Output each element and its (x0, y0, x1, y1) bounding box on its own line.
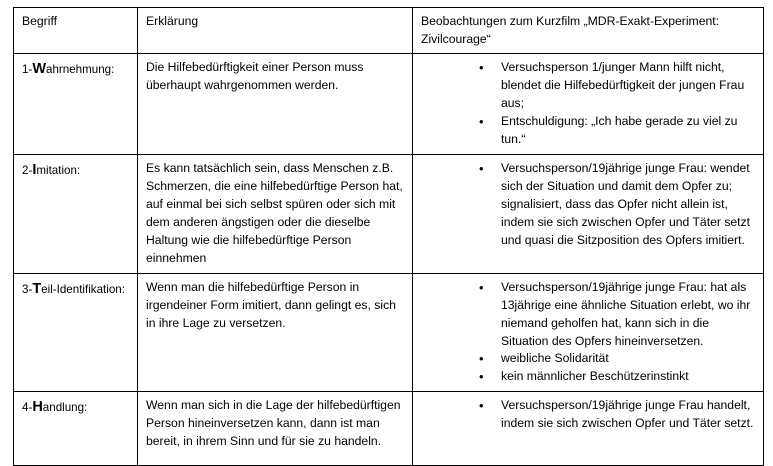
column-header-begriff (14, 8, 138, 54)
list-item: • Entschuldigung: „Ich habe gerade zu viel zu tun.“ (479, 113, 756, 149)
list-item: • Versuchsperson 1/junger Mann hilft nicht, blendet die Hilfebedürftigkeit der jungen Frau aus; (479, 59, 756, 113)
term-initial: H (32, 399, 43, 416)
list-item: • kein männlicher Beschützerinstinkt (479, 368, 756, 386)
list-item: • Versuchsperson/19jährige junge Frau handelt, indem sie sich zwischen Opfer und Täter setzt. (479, 397, 756, 433)
term-rest: mitation: (36, 164, 81, 178)
explanation-cell-handlung: Wenn man sich in die Lage der hilfebedürftigen Person hineinversetzen kann, dann ist man bereit, in ihrem Sinn und für sie zu handeln. (138, 392, 413, 466)
term-rest: ahrnehmung: (46, 63, 115, 77)
term-rest: andlung: (42, 401, 88, 415)
observations-list (421, 160, 756, 250)
explanation-cell-imitation: Es kann tatsächlich sein, dass Menschen z.B. Schmerzen, die eine hilfebedürftige Person hat, auf einmal bei sich selbst spüren oder sich mit dem anderen ängstigen oder die dieselbe Haltung wie die hilfebedürftige Person einnehmen (138, 155, 413, 274)
observations-cell-wahrnehmung (413, 54, 764, 155)
term-initial: I (32, 162, 37, 179)
table-row (14, 392, 764, 466)
term-cell-teil-identifikation (14, 273, 138, 392)
column-header-beobachtungen (413, 8, 764, 54)
concept-table (13, 7, 764, 466)
term-initial: T (32, 280, 42, 297)
table-row (14, 155, 764, 274)
list-item: • weibliche Solidarität (479, 350, 756, 368)
observations-list (421, 59, 756, 149)
term-initial: W (32, 61, 46, 78)
term-number: 2- (22, 164, 33, 178)
list-item: • Versuchsperson/19jährige junge Frau: hat als 13jährige eine ähnliche Situation erlebt, wo ihr niemand geholfen hat, kann sich in die Situation des Opfers hineinversetzen. (479, 279, 756, 351)
term-number: 3- (22, 282, 33, 296)
observations-list (421, 279, 756, 387)
table-header-row (14, 8, 764, 54)
explanation-cell-wahrnehmung: Die Hilfebedürftigkeit einer Person muss überhaupt wahrgenommen werden. (138, 54, 413, 155)
column-header-erklaerung (138, 8, 413, 54)
column-header-erklaerung-label: Erklärung (146, 14, 199, 28)
term-cell-handlung (14, 392, 138, 466)
term-rest: eil-Identifikation: (41, 282, 125, 296)
table-row (14, 54, 764, 155)
list-item: • Versuchsperson/19jährige junge Frau: wendet sich der Situation und damit dem Opfer zu; signalisiert, dass das Opfer nicht allein ist, indem sie sich zwischen Opfer und Täter setzt und quasi die Sitzposition des Opfers imitiert. (479, 160, 756, 250)
observations-list (421, 397, 756, 433)
column-header-beobachtungen-label: Beobachtungen zum Kurzfilm „MDR-Exakt-Experiment: Zivilcourage“ (421, 14, 720, 46)
term-number: 4- (22, 401, 33, 415)
explanation-cell-teil-identifikation: Wenn man die hilfebedürftige Person in irgendeiner Form imitiert, dann gelingt es, sich in ihre Lage zu versetzen. (138, 273, 413, 392)
term-cell-wahrnehmung (14, 54, 138, 155)
observations-cell-imitation (413, 155, 764, 274)
term-cell-imitation (14, 155, 138, 274)
observations-cell-teil-identifikation (413, 273, 764, 392)
observations-cell-handlung (413, 392, 764, 466)
column-header-begriff-label: Begriff (22, 14, 58, 28)
table-row (14, 273, 764, 392)
term-number: 1- (22, 63, 33, 77)
